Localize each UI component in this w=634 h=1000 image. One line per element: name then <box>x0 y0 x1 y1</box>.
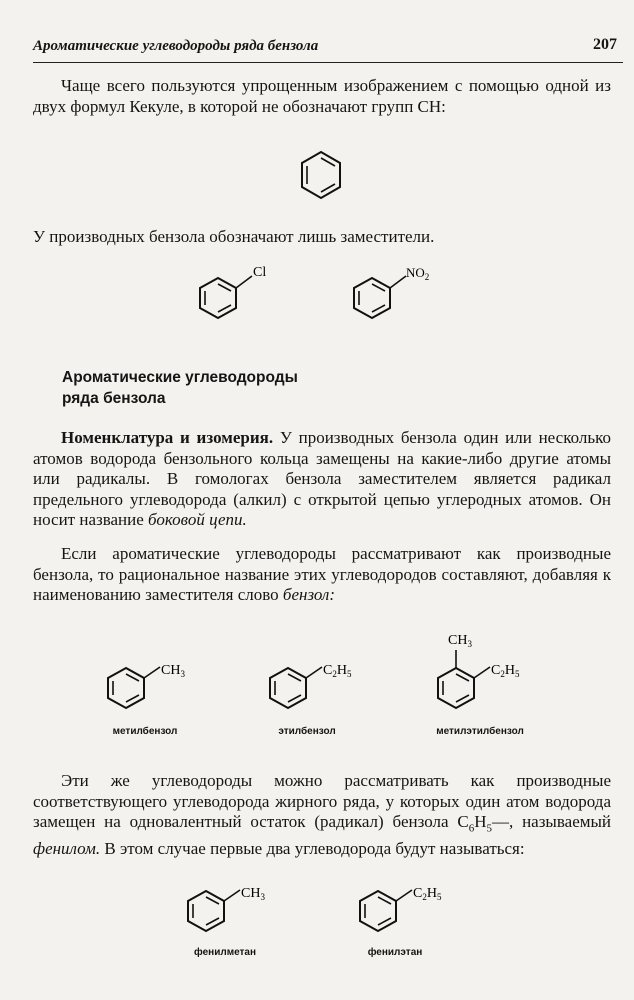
phenyl-formula: $C_6H_5$ <box>457 812 492 835</box>
nitrobenzene-structure <box>350 262 450 324</box>
methyl-label: $CH_3$ <box>241 886 265 902</box>
fatty-series-paragraph <box>33 771 611 859</box>
ethyl-label: $C_2H_5$ <box>323 663 352 679</box>
chloro-label: Cl <box>253 265 267 280</box>
header-title: Ароматические углеводороды ряда бензола <box>33 38 319 54</box>
substituent-bond <box>224 890 240 901</box>
methylethylbenzene-structure <box>428 630 558 722</box>
nomenclature-paragraph <box>33 428 611 531</box>
phenylethane-structure <box>352 878 472 944</box>
ethyl-bond <box>474 667 490 678</box>
ethyl-label: $C_2H_5$ <box>491 663 520 679</box>
side-chain-term: боковой цепи. <box>148 510 247 529</box>
intro-paragraph: Чаще всего пользуются упрощенным изображением с помощью одной из двух формул Кекуле, в которой не обозначают групп СН: <box>33 76 611 116</box>
fatty-series-text: Эти же углеводороды можно рассматривать как производные соответствующего углеводорода жирного ряда, у которых один атом водорода замещен на одновалентный остаток (радикал) бензола <box>33 771 611 831</box>
ethylbenzene-structure <box>262 655 382 721</box>
substituent-bond <box>396 890 412 901</box>
page-number: 207 <box>593 36 617 53</box>
formula-dash: —, называемый <box>491 812 612 831</box>
substituent-bond <box>390 276 406 288</box>
ethyl-label: $C_2H_5$ <box>413 886 442 902</box>
section-title <box>62 367 462 409</box>
section-title-line-2: ряда бензола <box>62 390 166 407</box>
methylbenzene-structure <box>100 655 210 721</box>
substituent-bond <box>144 667 160 678</box>
rational-names-paragraph <box>33 544 611 606</box>
running-header <box>33 36 623 63</box>
chlorobenzene-structure <box>196 262 276 324</box>
section-title-line-1: Ароматические углеводороды <box>62 369 298 386</box>
nomenclature-text: У производных бензола один или несколько атомов водорода бензольного кольца замещены на какие-либо другие атомы или радикалы. В гомологах бензола заместителем является радикал предельного углеводорода (алкил) с открытой цепью углеродных атомов. Он носит название <box>33 428 612 529</box>
rational-names-text: Если ароматические углеводороды рассматривают как производные бензола, то рациональное название этих углеводородов составляют, добавляя к наименованию заместителя слово <box>33 544 611 604</box>
derivatives-line: У производных бензола обозначают лишь заместители. <box>33 227 435 246</box>
benzene-structure <box>296 148 346 206</box>
nitro-label: $NO_2$ <box>406 265 430 282</box>
caption-ethylbenzene: этилбензол <box>278 726 336 737</box>
phenyl-term: фенилом. <box>33 838 101 858</box>
caption-methylethylbenzene: метилэтилбензол <box>436 726 524 737</box>
caption-phenylmethane: фенилметан <box>193 947 257 958</box>
fatty-series-text-after: В этом случае первые два углеводорода будут называться: <box>104 838 525 858</box>
caption-methylbenzene: метилбензол <box>112 726 178 737</box>
methyl-label: $CH_3$ <box>161 663 185 679</box>
benzene-word: бензол: <box>282 585 336 604</box>
nomenclature-heading: Номенклатура и изомерия. <box>61 428 274 447</box>
methyl-label: $CH_3$ <box>448 633 472 649</box>
phenylmethane-structure <box>180 878 290 944</box>
substituent-bond <box>236 276 252 288</box>
caption-phenylethane: фенилэтан <box>367 947 423 958</box>
substituent-bond <box>306 667 322 678</box>
